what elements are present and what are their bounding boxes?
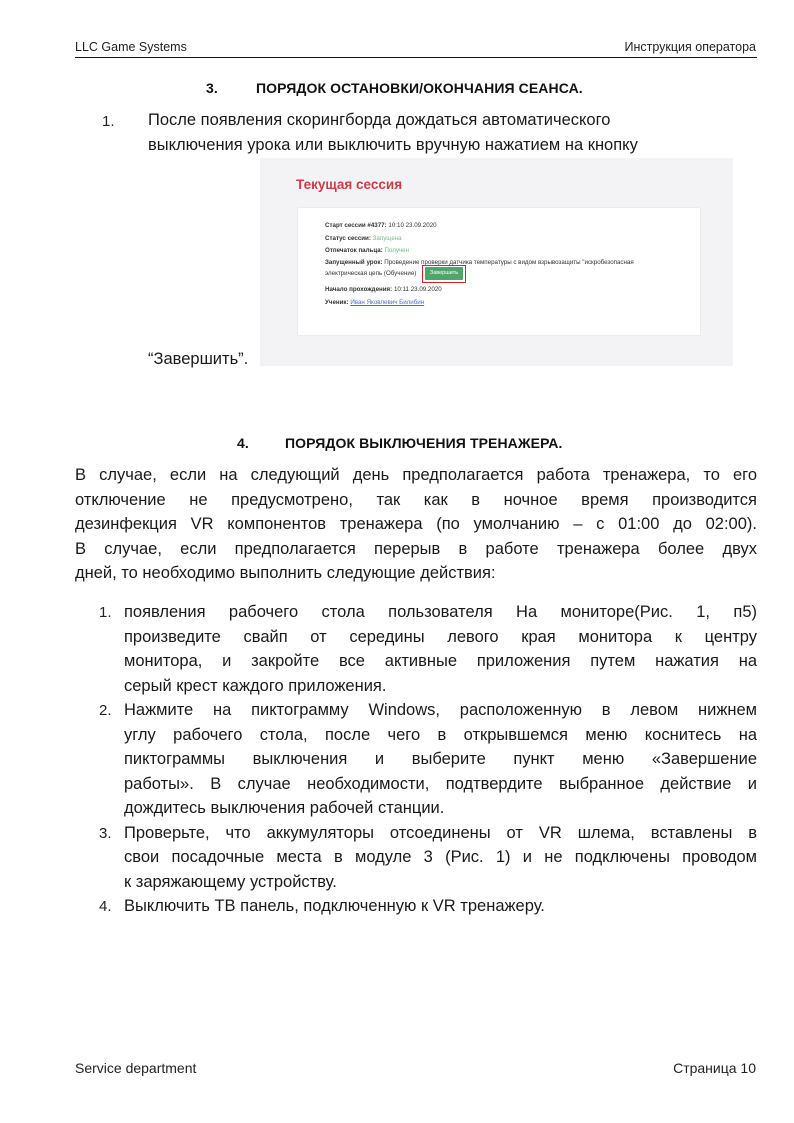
section3-item1-number: 1.	[102, 113, 115, 130]
section3-number: 3.	[206, 80, 218, 96]
step-item	[75, 698, 757, 821]
section3-item1-line1: После появления скорингборда дождаться автоматического	[148, 111, 611, 129]
section4-intro	[75, 463, 757, 586]
step-item	[75, 821, 757, 895]
intro-line: В случае, если предполагается перерыв в работе тренажера более двух	[75, 539, 757, 558]
section3-item1-line2: выключения урока или выключить вручную нажатием на кнопку	[148, 136, 638, 154]
section3-item1-line3: “Завершить”.	[148, 350, 249, 368]
session-start-row	[325, 222, 437, 229]
session-screenshot-title: Текущая сессия	[296, 177, 403, 192]
session-status-label: Статус сессии:	[325, 235, 371, 242]
intro-line: дней, то необходимо выполнить следующие действия:	[75, 564, 496, 582]
session-start-label: Старт сессии #4377:	[325, 222, 387, 229]
step-number: 3.	[99, 824, 112, 842]
step-line: монитора, и закройте все активные приложения путем нажатия на	[124, 652, 757, 670]
step-line: углу рабочего стола, после чего в открывшемся меню коснитесь на	[124, 725, 757, 744]
step-line: Проверьте, что аккумуляторы отсоединены от VR шлема, вставлены в	[124, 823, 757, 842]
step-line: Выключить ТВ панель, подключенную к VR тренажеру.	[124, 897, 545, 915]
section4-number: 4.	[237, 435, 249, 451]
header-company: LLC Game Systems	[75, 40, 187, 54]
step-number: 4.	[99, 898, 112, 915]
step-item	[75, 600, 757, 698]
lesson-value-1: Проведение проверки датчика температуры с видом взрывозащиты "искробезопасная	[384, 259, 634, 266]
pass-start-row	[325, 286, 442, 293]
session-status-value: Запущена	[372, 235, 402, 242]
step-line: пиктограммы выключения и выберите пункт меню «Завершение	[124, 750, 757, 768]
pass-start-label: Начало прохождения:	[325, 286, 393, 293]
footer-page-number: Страница 10	[673, 1060, 756, 1076]
step-line: к заряжающему устройству.	[124, 872, 337, 891]
step-line: свои посадочные места в модуле 3 (Рис. 1) и не подключены проводом	[124, 848, 757, 866]
fingerprint-label: Отпечаток пальца:	[325, 247, 383, 254]
step-line: дождитесь выключения рабочей станции.	[124, 799, 445, 817]
step-line: работы». В случае необходимости, подтвердите выбранное действие и	[124, 774, 757, 793]
student-link[interactable]: Иван Яковлевич Билибин	[350, 299, 425, 306]
fingerprint-row	[325, 247, 409, 254]
section3-title: ПОРЯДОК ОСТАНОВКИ/ОКОНЧАНИЯ СЕАНСА.	[256, 80, 583, 96]
session-start-value: 10:10 23.09.2020	[388, 222, 437, 229]
step-number: 1.	[99, 604, 112, 621]
student-row	[325, 299, 424, 306]
pass-start-value: 10:11 23.09.2020	[393, 286, 442, 293]
fingerprint-value: Получен	[384, 247, 410, 254]
section4-steps	[75, 600, 757, 919]
step-line: произведите свайп от середины левого края монитора к центру	[124, 627, 757, 646]
session-status-row	[325, 235, 402, 242]
intro-line: дезинфекция VR компонентов тренажера (по умолчанию – с 01:00 до 02:00).	[75, 515, 757, 533]
header-doc-title: Инструкция оператора	[624, 40, 756, 54]
lesson-label: Запущенный урок:	[325, 259, 383, 266]
student-label: Ученик:	[325, 299, 349, 306]
step-line: появления рабочего стола пользователя На мониторе(Рис. 1, п5)	[124, 603, 757, 621]
step-item	[75, 894, 757, 919]
intro-line: отключение не предусмотрено, так как в ночное время производится	[75, 490, 757, 509]
lesson-value-2: электрическая цепь (Обучение)	[325, 270, 417, 277]
intro-line: В случае, если на следующий день предполагается работа тренажера, то его	[75, 466, 757, 484]
step-line: Нажмите на пиктограмму Windows, расположенную в левом нижнем	[124, 701, 757, 719]
step-number: 2.	[99, 702, 112, 719]
section4-title: ПОРЯДОК ВЫКЛЮЧЕНИЯ ТРЕНАЖЕРА.	[285, 435, 563, 451]
header-divider	[75, 57, 757, 58]
step-line: серый крест каждого приложения.	[124, 676, 387, 695]
finish-button[interactable]: Завершить	[425, 267, 463, 280]
footer-department: Service department	[75, 1060, 197, 1076]
lesson-row	[325, 259, 634, 266]
